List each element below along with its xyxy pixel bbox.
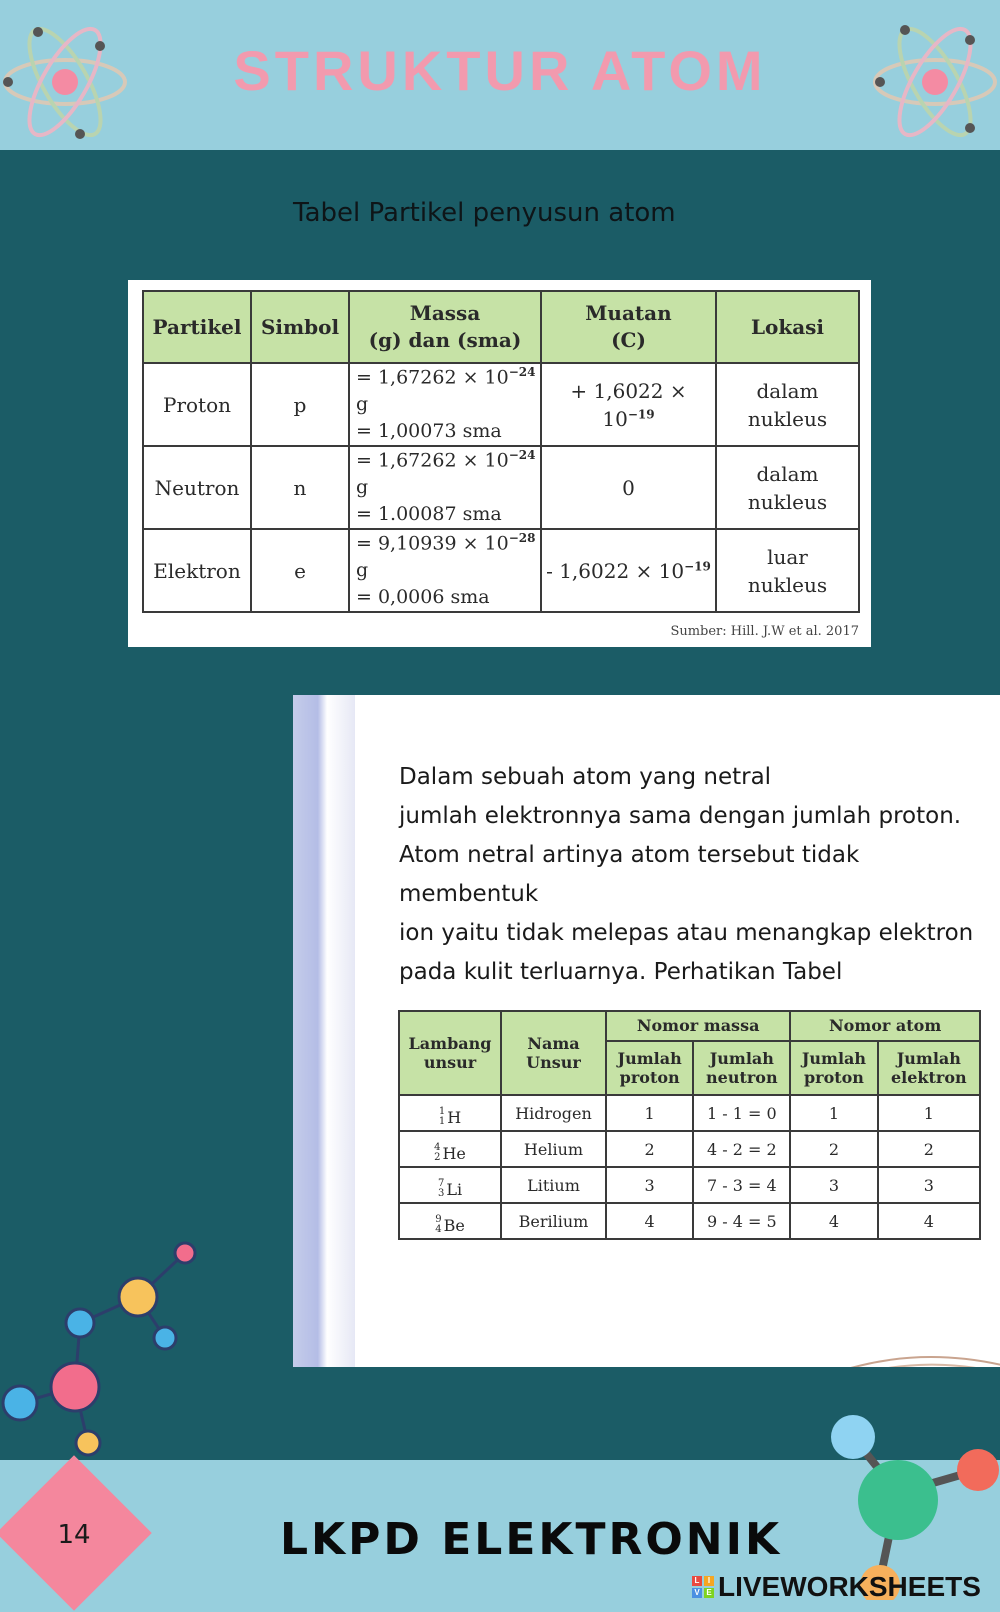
subheader-line2: proton	[619, 1068, 680, 1087]
header-muatan-line1: Muatan	[585, 301, 672, 325]
cell-proton-atom: 1	[790, 1095, 877, 1131]
lokasi-line1: luar	[767, 544, 808, 569]
mass-number: 9	[435, 1214, 442, 1225]
atomic-number: 4	[435, 1224, 442, 1235]
cell-muatan: 0	[541, 446, 716, 529]
brand-text: LIVEWORKSHEETS	[718, 1571, 981, 1602]
liveworksheets-logo-icon	[692, 1576, 714, 1598]
header-lambang	[399, 1011, 501, 1095]
mass-number: 7	[437, 1178, 445, 1189]
cell-nama: Helium	[501, 1131, 606, 1167]
massa-sma: = 1,00073 sma	[356, 419, 502, 442]
paragraph-line: jumlah elektronnya sama dengan jumlah proton.	[399, 803, 962, 829]
header-massa-line2: (g) dan (sma)	[368, 328, 522, 352]
massa-sma: = 0,0006 sma	[356, 585, 490, 608]
element-symbol: He	[442, 1143, 466, 1163]
muatan-exponent: −19	[627, 406, 655, 421]
element-table	[398, 1010, 981, 1240]
header-partikel: Partikel	[143, 291, 251, 363]
cell-proton: 4	[606, 1203, 693, 1239]
cell-proton: 1	[606, 1095, 693, 1131]
paragraph-line: ion yaitu tidak melepas atau menangkap elektron	[399, 920, 974, 946]
liveworksheets-brand[interactable]	[692, 1570, 981, 1604]
book-spine-decoration	[293, 695, 355, 1367]
cell-neutron: 9 - 4 = 5	[693, 1203, 790, 1239]
cell-lambang	[399, 1203, 501, 1239]
cell-proton-atom: 2	[790, 1131, 877, 1167]
subheader-line2: elektron	[890, 1068, 967, 1087]
massa-g	[356, 530, 540, 584]
table-row	[143, 446, 859, 529]
element-table-header-row	[399, 1011, 980, 1041]
cell-simbol: p	[251, 363, 349, 446]
header-jumlah-neutron	[693, 1041, 790, 1095]
lokasi-line1: dalam	[756, 461, 819, 486]
subheader-line1: Jumlah	[709, 1048, 774, 1068]
header-jumlah-elektron	[878, 1041, 980, 1095]
cell-lokasi	[716, 529, 859, 612]
cell-elektron: 3	[878, 1167, 980, 1203]
mass-number: 4	[434, 1142, 441, 1153]
cell-elektron: 1	[878, 1095, 980, 1131]
cell-lokasi	[716, 446, 859, 529]
muatan-value: + 1,6022 × 10	[570, 378, 687, 431]
subheader-line2: proton	[803, 1068, 864, 1087]
header-nomor-atom: Nomor atom	[790, 1011, 980, 1041]
subheader-line1: Jumlah	[801, 1048, 867, 1068]
atomic-number: 1	[438, 1116, 446, 1127]
element-symbol: Li	[446, 1179, 463, 1199]
header-muatan-line2: (C)	[611, 328, 646, 352]
logo-letter: V	[692, 1588, 702, 1598]
header-massa	[349, 291, 541, 363]
cell-partikel: Elektron	[143, 529, 251, 612]
logo-letter: L	[692, 1576, 702, 1586]
header-jumlah-proton-atom	[790, 1041, 877, 1095]
lokasi-line2: nukleus	[747, 489, 828, 514]
header-simbol: Simbol	[251, 291, 349, 363]
cell-partikel: Neutron	[143, 446, 251, 529]
particle-table-header-row	[143, 291, 859, 363]
cell-lambang	[399, 1131, 501, 1167]
particle-table	[142, 290, 860, 613]
massa-g-exponent: −24	[508, 365, 536, 380]
massa-g-unit: g	[356, 476, 369, 499]
cell-neutron: 7 - 3 = 4	[693, 1167, 790, 1203]
swirl-decoration	[770, 1327, 1000, 1367]
header-bar	[0, 0, 1000, 150]
table-row	[399, 1203, 980, 1239]
table-row	[399, 1167, 980, 1203]
molecule-decoration-left	[0, 1235, 210, 1460]
cell-lokasi	[716, 363, 859, 446]
cell-lambang	[399, 1095, 501, 1131]
cell-nama: Berilium	[501, 1203, 606, 1239]
header-nama-line2: Unsur	[526, 1053, 581, 1072]
header-jumlah-proton	[606, 1041, 693, 1095]
muatan-value: - 1,6022 × 10	[546, 558, 685, 583]
mass-number: 1	[438, 1106, 446, 1117]
cell-proton-atom: 4	[790, 1203, 877, 1239]
header-lokasi: Lokasi	[716, 291, 859, 363]
massa-g-unit: g	[356, 559, 369, 582]
cell-massa	[349, 529, 541, 612]
table-source: Sumber: Hill. J.W et al. 2017	[670, 624, 859, 639]
neutral-atom-panel	[293, 695, 1000, 1367]
massa-g-unit: g	[356, 393, 369, 416]
table-row	[399, 1131, 980, 1167]
header-nama-line1: Nama	[527, 1033, 580, 1053]
lokasi-line2: nukleus	[747, 406, 828, 431]
massa-g-value: = 1,67262 × 10	[356, 449, 509, 472]
cell-simbol: e	[251, 529, 349, 612]
massa-g	[356, 364, 540, 418]
cell-proton: 2	[606, 1131, 693, 1167]
table-row	[399, 1095, 980, 1131]
element-symbol: Be	[443, 1215, 465, 1235]
cell-massa	[349, 446, 541, 529]
cell-simbol: n	[251, 446, 349, 529]
subheader-line1: Jumlah	[896, 1048, 961, 1068]
cell-partikel: Proton	[143, 363, 251, 446]
atom-icon-right	[870, 10, 1000, 140]
paragraph-line: Atom netral artinya atom tersebut tidak membentuk	[399, 842, 860, 907]
lokasi-line1: dalam	[756, 378, 819, 403]
page-number: 14	[57, 1520, 91, 1550]
particle-table-card	[128, 280, 871, 647]
neutral-atom-paragraph	[399, 758, 989, 992]
massa-g-value: = 9,10939 × 10	[356, 532, 509, 555]
page-title: STRUKTUR ATOM	[233, 39, 767, 102]
massa-sma: = 1.00087 sma	[356, 502, 502, 525]
muatan-exponent: −19	[684, 558, 711, 573]
table-row	[143, 529, 859, 612]
cell-neutron: 4 - 2 = 2	[693, 1131, 790, 1167]
massa-g	[356, 447, 540, 501]
atomic-number: 2	[434, 1152, 441, 1163]
header-nomor-massa: Nomor massa	[606, 1011, 790, 1041]
cell-lambang	[399, 1167, 501, 1203]
footer-title: LKPD ELEKTRONIK	[280, 1514, 783, 1565]
cell-elektron: 2	[878, 1131, 980, 1167]
cell-muatan	[541, 529, 716, 612]
subheader-line1: Jumlah	[617, 1048, 682, 1068]
paragraph-line: pada kulit terluarnya. Perhatikan Tabel	[399, 959, 843, 985]
header-nama	[501, 1011, 606, 1095]
paragraph-line: Dalam sebuah atom yang netral	[399, 764, 772, 790]
cell-massa	[349, 363, 541, 446]
cell-proton: 3	[606, 1167, 693, 1203]
header-massa-line1: Massa	[409, 301, 481, 325]
massa-g-exponent: −28	[508, 531, 536, 546]
header-lambang-line1: Lambang	[408, 1033, 492, 1053]
cell-muatan	[541, 363, 716, 446]
cell-nama: Litium	[501, 1167, 606, 1203]
element-symbol: H	[447, 1107, 462, 1127]
logo-letter: I	[704, 1576, 714, 1586]
atomic-number: 3	[437, 1188, 445, 1199]
particle-table-title: Tabel Partikel penyusun atom	[293, 198, 676, 228]
table-row	[143, 363, 859, 446]
subheader-line2: neutron	[706, 1068, 778, 1087]
logo-letter: E	[704, 1588, 714, 1598]
header-muatan	[541, 291, 716, 363]
header-lambang-line2: unsur	[423, 1053, 477, 1072]
cell-proton-atom: 3	[790, 1167, 877, 1203]
lokasi-line2: nukleus	[747, 572, 828, 597]
cell-nama: Hidrogen	[501, 1095, 606, 1131]
cell-elektron: 4	[878, 1203, 980, 1239]
cell-neutron: 1 - 1 = 0	[693, 1095, 790, 1131]
massa-g-value: = 1,67262 × 10	[356, 366, 509, 389]
massa-g-exponent: −24	[508, 448, 536, 463]
